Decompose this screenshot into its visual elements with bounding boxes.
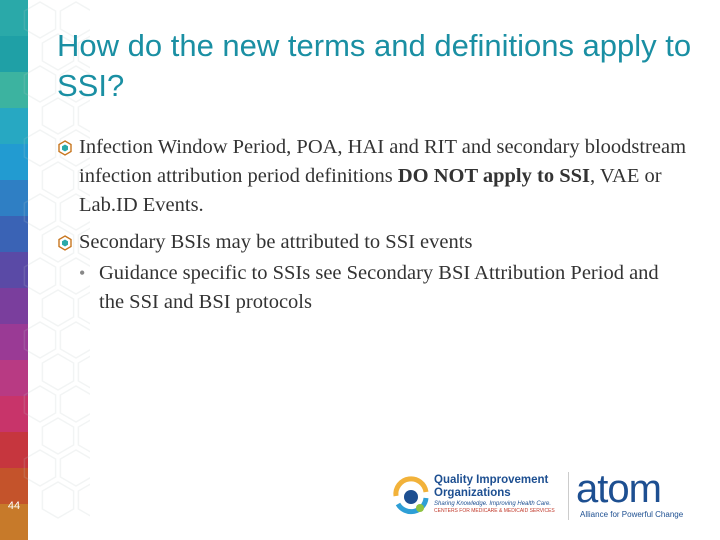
bullet-item [57, 133, 687, 220]
hexagon-outline [42, 418, 73, 454]
hexagon-outline [60, 386, 90, 422]
atom-logo-text: atom [576, 467, 661, 511]
bullet-list [57, 133, 687, 317]
slide-title: How do the new terms and definitions apply to SSI? [57, 28, 692, 103]
hexagon-outline [78, 418, 90, 454]
hexagon-bullet-icon [57, 140, 73, 156]
hexagon-outline [42, 354, 73, 390]
qio-tagline: Sharing Knowledge. Improving Health Care. [434, 501, 552, 507]
bullet-text-part: Infection Window Period, POA, HAI and RIT and secondary bloodstream infection attribution period definitions [79, 136, 687, 187]
hexagon-outline [24, 322, 55, 358]
bullet-text-part: , VAE or Lab.ID Events. [79, 165, 662, 216]
qio-cms: CENTERS FOR MEDICARE & MEDICAID SERVICES [434, 508, 555, 514]
atom-tagline: Alliance for Powerful Change [580, 510, 684, 519]
hexagon-outline [24, 130, 55, 166]
qio-logo-text [434, 474, 555, 515]
hexagon-outline [24, 386, 55, 422]
dot-bullet-icon: • [79, 263, 86, 283]
bullet-text-bold: DO NOT apply to SSI [397, 165, 590, 187]
hexagon-outline [24, 450, 55, 486]
hexagon-outline [24, 2, 55, 38]
hexagon-bullet-icon [57, 235, 73, 251]
hexagon-outline [24, 194, 55, 230]
bullet-item [57, 228, 687, 257]
sub-bullet-item [57, 259, 687, 317]
footer-logos [390, 466, 700, 526]
hexagon-outline [42, 482, 73, 518]
logo-divider [568, 472, 569, 520]
hexagon-outline [60, 322, 90, 358]
hexagon-outline [24, 258, 55, 294]
qio-line2: Organizations [434, 487, 511, 499]
hexagon-outline [78, 482, 90, 518]
qio-line1: Quality Improvement [434, 474, 549, 486]
hexagon-outline [78, 354, 90, 390]
bullet-text: Secondary BSIs may be attributed to SSI events [79, 231, 473, 253]
sub-bullet-text: Guidance specific to SSIs see Secondary BSI Attribution Period and the SSI and BSI protocols [99, 262, 659, 313]
hexagon-outline [60, 450, 90, 486]
page-number: 44 [7, 500, 21, 512]
qio-logo-icon [390, 472, 432, 520]
hexagon-outline [24, 66, 55, 102]
